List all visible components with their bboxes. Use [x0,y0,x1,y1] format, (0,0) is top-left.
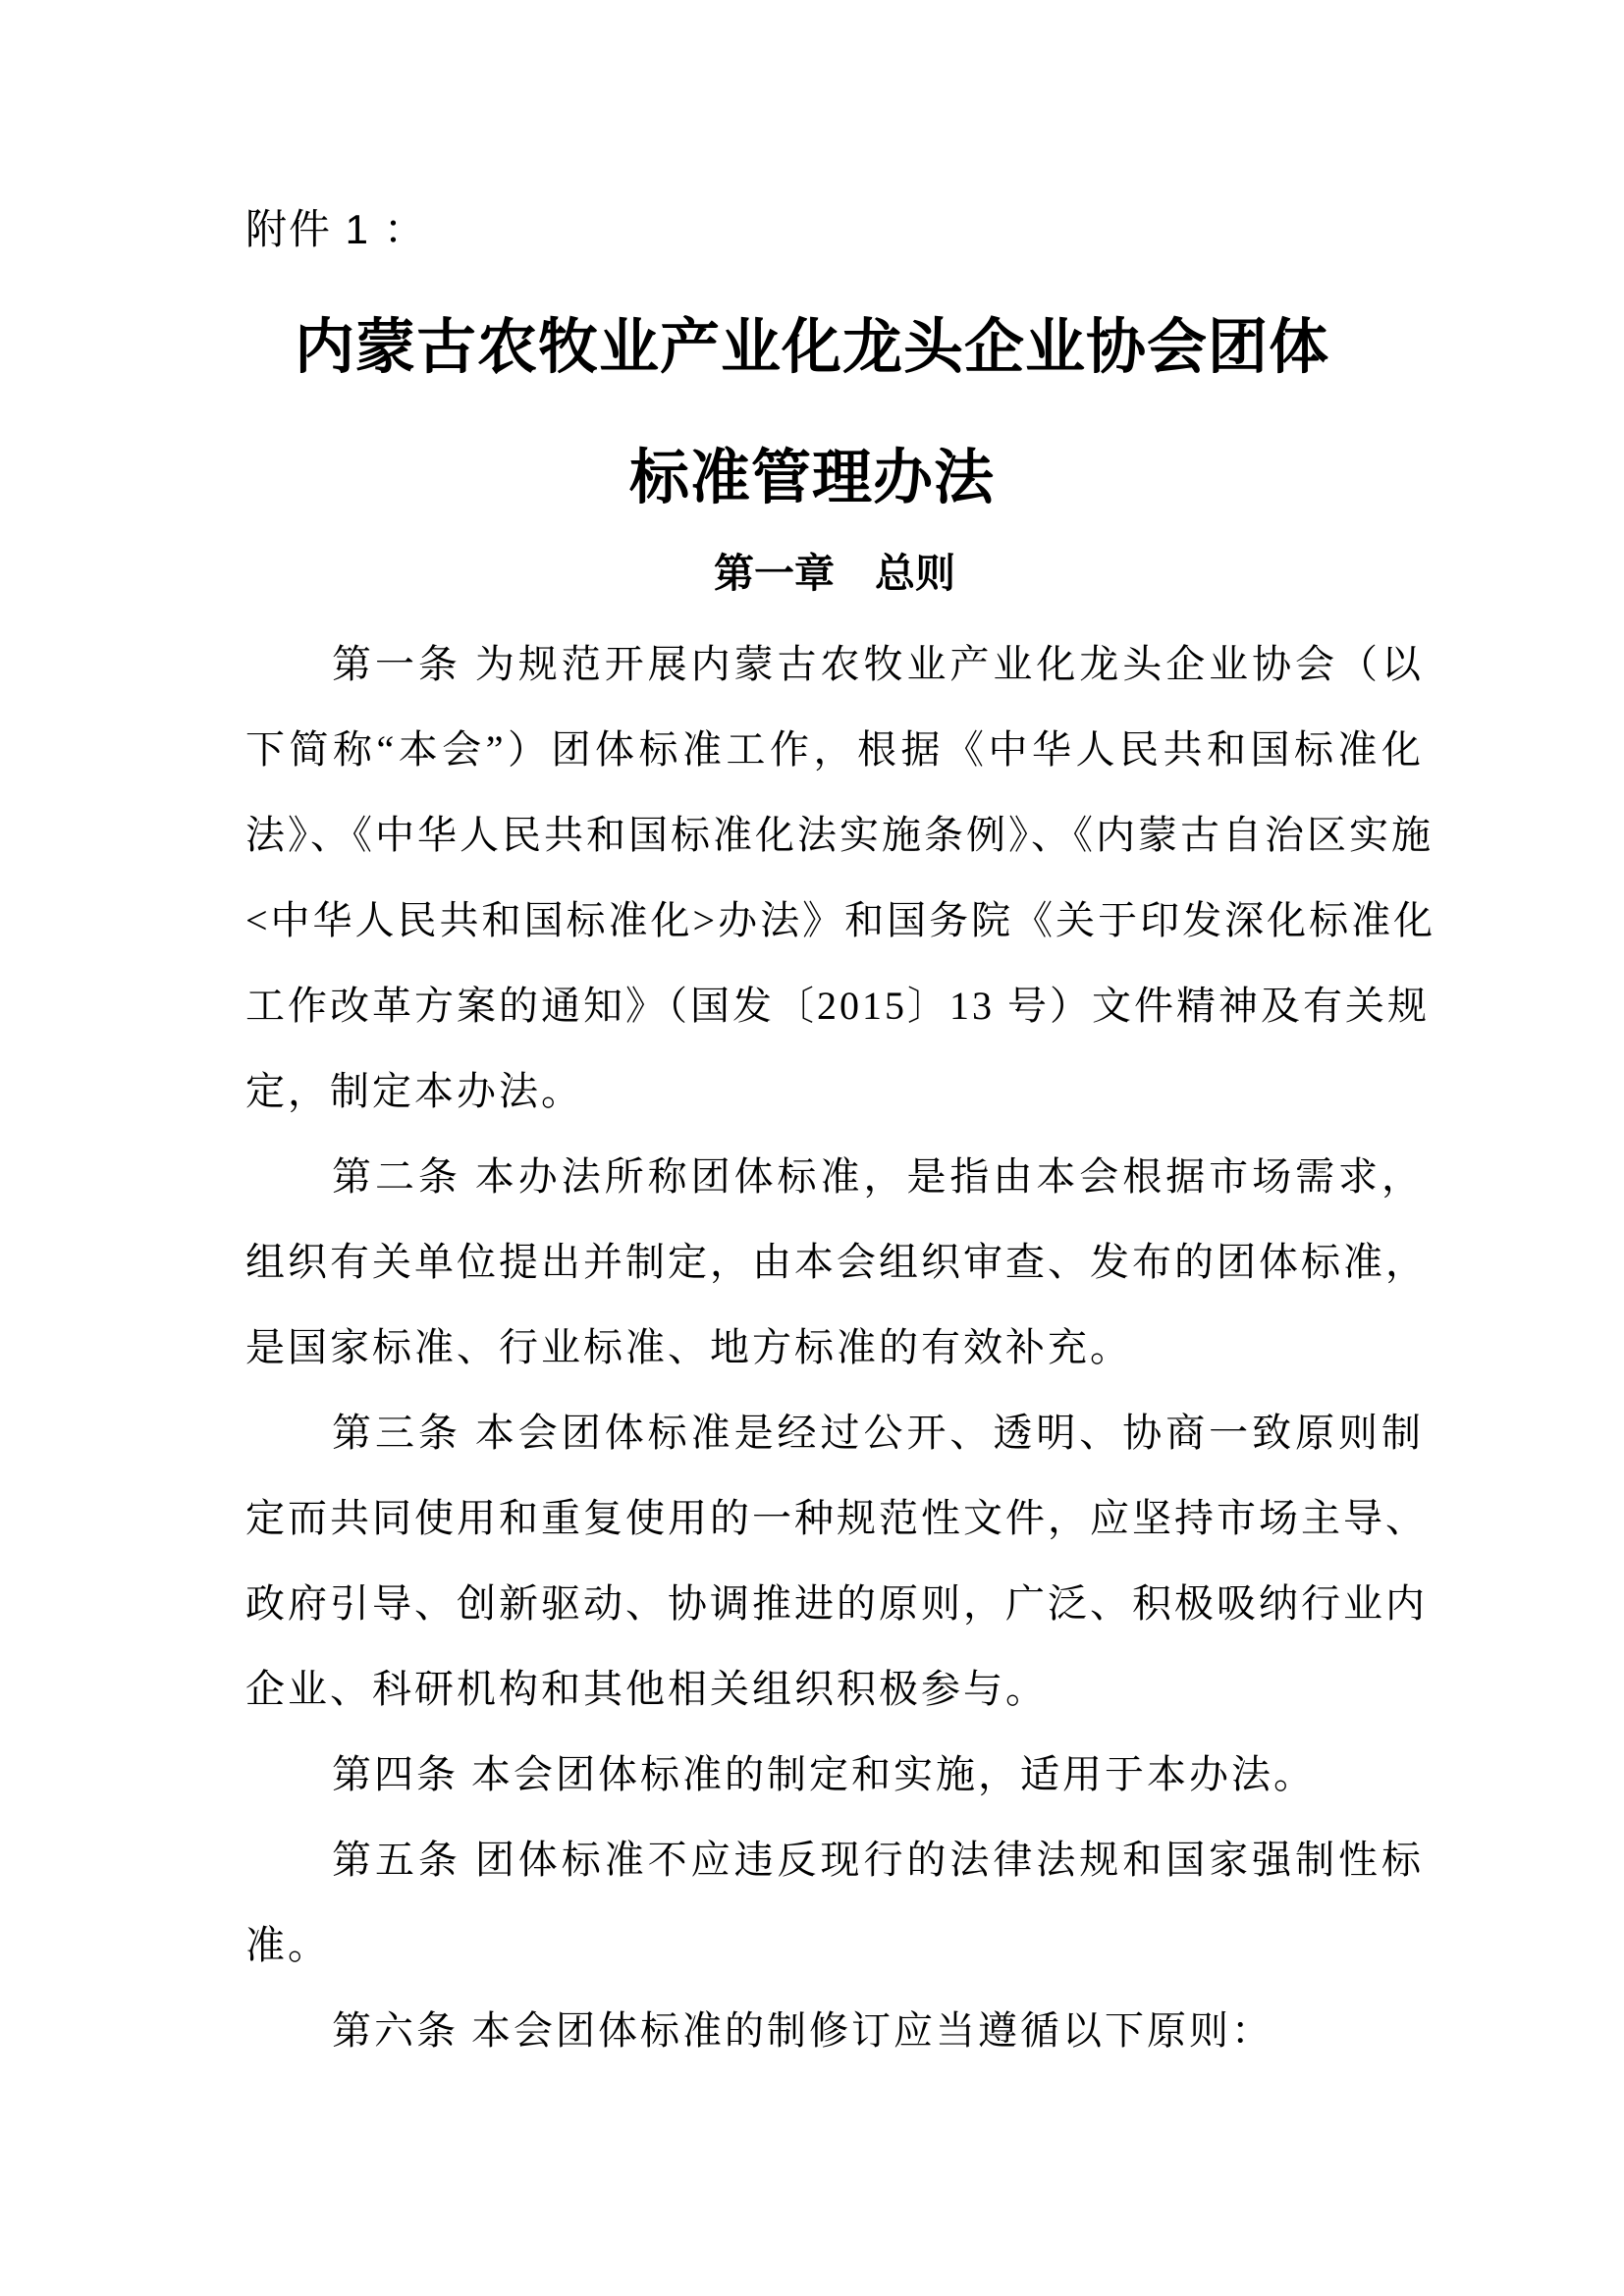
body-line: 组织有关单位提出并制定，由本会组织审查、发布的团体标准， [245,1240,1428,1284]
document-title-line-1: 内蒙古农牧业产业化龙头企业协会团体 [294,315,1329,381]
body-line: 第六条 本会团体标准的制修订应当遵循以下原则： [332,2008,1273,2053]
chapter-heading: 第一章 总则 [714,551,955,596]
body-line: 第二条 本办法所称团体标准，是指由本会根据市场需求， [332,1154,1424,1199]
document-title-line-2: 标准管理办法 [628,446,995,511]
body-line: <中华人民共和国标准化>办法》和国务院《关于印发深化标准化 [245,898,1436,942]
document-body [245,621,1436,2073]
body-line: 第一条 为规范开展内蒙古农牧业产业化龙头企业协会（以 [332,642,1424,686]
body-line: 企业、科研机构和其他相关组织积极参与。 [245,1667,1048,1711]
body-line: 第四条 本会团体标准的制定和实施，适用于本办法。 [332,1752,1316,1796]
attachment-label: 附件 1 ： [245,206,427,252]
body-line: 定，制定本办法。 [245,1069,583,1113]
body-line: 工作改革方案的通知》（国发〔2015〕13 号）文件精神及有关规 [245,984,1430,1028]
document-title [223,283,1401,544]
body-line: 第三条 本会团体标准是经过公开、透明、协商一致原则制 [332,1411,1424,1455]
body-line: 定而共同使用和重复使用的一种规范性文件，应坚持市场主导、 [245,1496,1428,1540]
body-line: 是国家标准、行业标准、地方标准的有效补充。 [245,1325,1132,1369]
body-line: 第五条 团体标准不应违反现行的法律法规和国家强制性标 [332,1838,1424,1882]
body-line: 政府引导、创新驱动、协调推进的原则，广泛、积极吸纳行业内 [245,1581,1428,1626]
body-line: 准。 [245,1923,330,1967]
body-line: 法》、《中华人民共和国标准化法实施条例》、《内蒙古自治区实施 [245,813,1434,857]
body-line: 下简称“本会”）团体标准工作，根据《中华人民共和国标准化 [245,727,1424,772]
